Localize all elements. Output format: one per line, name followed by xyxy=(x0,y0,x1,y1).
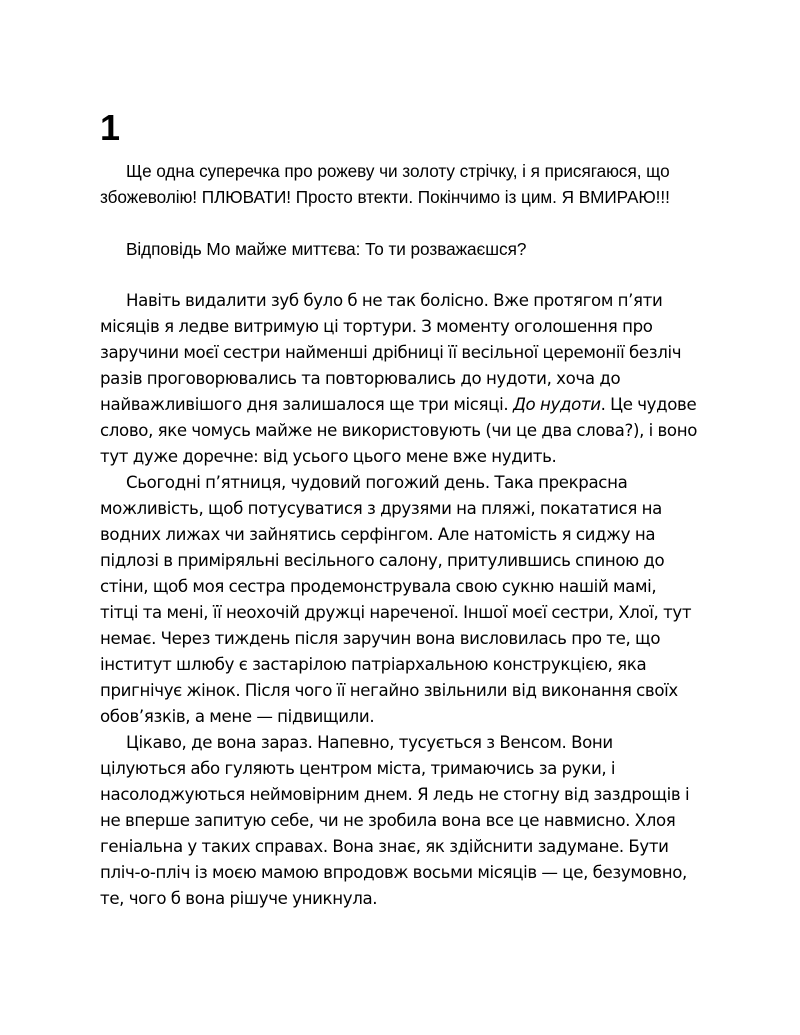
text-column xyxy=(100,108,698,912)
message-reply: Відповідь Мо майже миттєва: То ти розважаєшся? xyxy=(126,239,527,259)
emphasis-text: До нудоти xyxy=(512,395,601,414)
paragraph-2 xyxy=(100,470,698,730)
paragraph-text: . Це чудове слово, яке чомусь майже не використовують (чи це два слова?), і воно тут дуже доречне: від усього цього мене вже нудить. xyxy=(100,395,698,466)
paragraph-text: Навіть видалити зуб було б не так болісно. Вже протягом п’яти місяців я ледве витримую ці тортури. З моменту оголошення про заручини моєї сестри найменші дрібниці її весільної церемонії безліч разів проговорювались та повторювались до нудоти, хоча до найважливішого дня залишалося ще три місяці. xyxy=(100,291,682,414)
chapter-number: 1 xyxy=(100,107,120,148)
narrative-body xyxy=(100,288,698,912)
paragraph-1 xyxy=(100,288,698,470)
paragraph-text: Сьогодні п’ятниця, чудовий погожий день. Така прекрасна можливість, щоб потусуватися з друзями на пляжі, покататися на водних лижах чи зайнятись серфінгом. Але натомість я сиджу на підлозі в приміряльні весільного салону, притулившись спиною до стіни, щоб моя сестра продемонструвала свою сукню нашій мамі, тітці та мені, її неохочій дружці нареченої. Іншої моєї сестри, Хлої, тут немає. Через тиждень після заручин вона висловилась про те, що інститут шлюбу є застарілою патріархальною конструкцією, яка пригнічує жінок. Після чого її негайно звільнили від виконання своїх обов’язків, а мене — підвищили. xyxy=(100,473,692,726)
message-outgoing: Ще одна суперечка про рожеву чи золоту стрічку, і я присягаюся, що збожеволію! ПЛЮВАТИ! Просто втекти. Покінчимо із цим. Я ВМИРАЮ!!! xyxy=(100,161,670,207)
paragraph-3 xyxy=(100,730,698,912)
paragraph-text: Цікаво, де вона зараз. Напевно, тусується з Венсом. Вони цілуються або гуляють центром міста, тримаючись за руки, і насолоджуються неймовірним днем. Я ледь не стогну від заздрощів і не вперше запитую себе, чи не зробила вона все це навмисно. Хлоя геніальна у таких справах. Вона знає, як здійснити задумане. Бути пліч-о-пліч із моєю мамою впродовж восьми місяців — це, безумовно, те, чого б вона рішуче уникнула. xyxy=(100,733,690,908)
